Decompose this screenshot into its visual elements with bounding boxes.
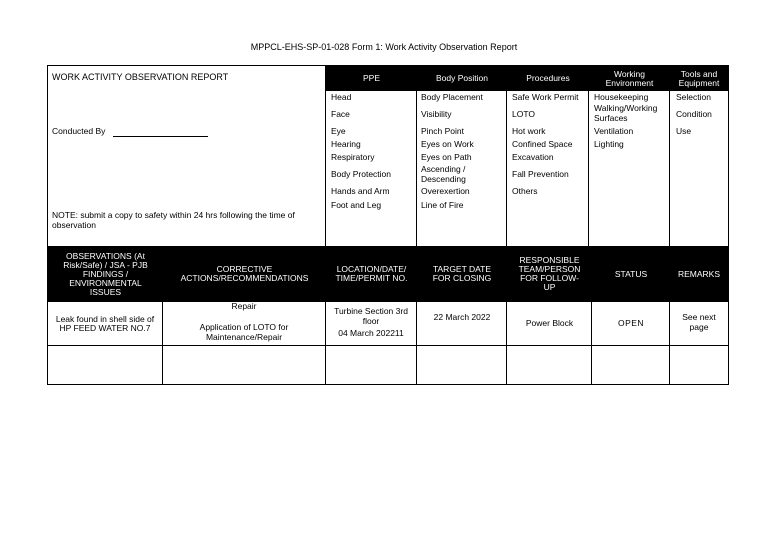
row-location-date: 04 March 202211 — [338, 328, 404, 338]
body-position-item[interactable]: Ascending / Descending — [421, 164, 466, 184]
procedures-list — [512, 93, 588, 243]
row-target-date: 22 March 2022 — [433, 312, 491, 322]
header-body-position: Body Position — [417, 66, 507, 91]
body-position-list — [421, 93, 505, 243]
empty-row[interactable] — [48, 346, 728, 384]
procedure-item[interactable]: Safe Work Permit — [512, 92, 579, 102]
row-responsible: Power Block — [525, 318, 574, 328]
submission-note: NOTE: submit a copy to safety within 24 hrs following the time of observation — [52, 210, 295, 230]
body-position-item[interactable]: Body Placement — [421, 92, 483, 102]
body-position-item[interactable]: Overexertion — [421, 186, 470, 196]
working-environment-list — [594, 93, 669, 243]
tools-item[interactable]: Selection — [676, 92, 711, 102]
ppe-item[interactable]: Respiratory — [331, 152, 375, 162]
row-corrective: Application of LOTO for Maintenance/Repair — [199, 322, 289, 342]
environment-item[interactable]: Housekeeping — [594, 92, 649, 102]
procedure-item[interactable]: Hot work — [512, 126, 546, 136]
col-status: STATUS — [592, 246, 670, 302]
ppe-list — [331, 93, 415, 243]
header-procedures: Procedures — [507, 66, 589, 91]
procedure-item[interactable]: Excavation — [512, 152, 554, 162]
conducted-by-line[interactable] — [113, 128, 208, 137]
row-location: Turbine Section 3rd floor — [334, 306, 408, 326]
row-observation: Leak found in shell side of HP FEED WATER NO.7 — [55, 313, 155, 333]
ppe-item[interactable]: Face — [331, 109, 350, 119]
header-working-environment: Working Environment — [589, 66, 670, 91]
procedure-item[interactable]: Others — [512, 186, 538, 196]
tools-item[interactable]: Condition — [676, 109, 712, 119]
row-remarks: See next page — [682, 312, 716, 332]
header-tools-equipment: Tools and Equipment — [670, 66, 728, 91]
body-position-item[interactable]: Eyes on Path — [421, 152, 472, 162]
ppe-item[interactable]: Hearing — [331, 139, 361, 149]
ppe-item[interactable]: Foot and Leg — [331, 200, 382, 210]
body-position-item[interactable]: Visibility — [421, 109, 452, 119]
row-corrective-top: Repair — [231, 301, 257, 311]
ppe-item[interactable]: Hands and Arm — [331, 186, 390, 196]
col-observations: OBSERVATIONS (At Risk/Safe) / JSA - PJB FINDINGS / ENVIRONMENTAL ISSUES — [48, 246, 163, 302]
body-position-item[interactable]: Eyes on Work — [421, 139, 474, 149]
col-remarks: REMARKS — [670, 246, 728, 302]
tools-item[interactable]: Use — [676, 126, 692, 136]
header-ppe: PPE — [326, 66, 417, 91]
col-location-date: LOCATION/DATE/ TIME/PERMIT NO. — [326, 246, 417, 302]
procedure-item[interactable]: Fall Prevention — [512, 169, 569, 179]
ppe-item[interactable]: Body Protection — [331, 169, 392, 179]
body-position-item[interactable]: Line of Fire — [421, 200, 464, 210]
ppe-item[interactable]: Head — [331, 92, 352, 102]
document-title: MPPCL-EHS-SP-01-028 Form 1: Work Activity Observation Report — [250, 42, 518, 52]
procedure-item[interactable]: LOTO — [512, 109, 535, 119]
conducted-by-label: Conducted By — [52, 126, 106, 136]
row-status: OPEN — [617, 318, 645, 328]
environment-item[interactable]: Lighting — [594, 139, 624, 149]
body-position-item[interactable]: Pinch Point — [421, 126, 464, 136]
tools-list — [676, 93, 728, 243]
conducted-by-field[interactable] — [52, 127, 208, 137]
ppe-item[interactable]: Eye — [331, 126, 346, 136]
col-target-date: TARGET DATE FOR CLOSING — [417, 246, 507, 302]
environment-item[interactable]: Walking/Working Surfaces — [594, 103, 658, 123]
report-header: WORK ACTIVITY OBSERVATION REPORT — [52, 72, 229, 82]
col-corrective-actions: CORRECTIVE ACTIONS/RECOMMENDATIONS — [163, 246, 326, 302]
environment-item[interactable]: Ventilation — [594, 126, 634, 136]
col-responsible: RESPONSIBLE TEAM/PERSON FOR FOLLOW-UP — [507, 246, 592, 302]
procedure-item[interactable]: Confined Space — [512, 139, 573, 149]
